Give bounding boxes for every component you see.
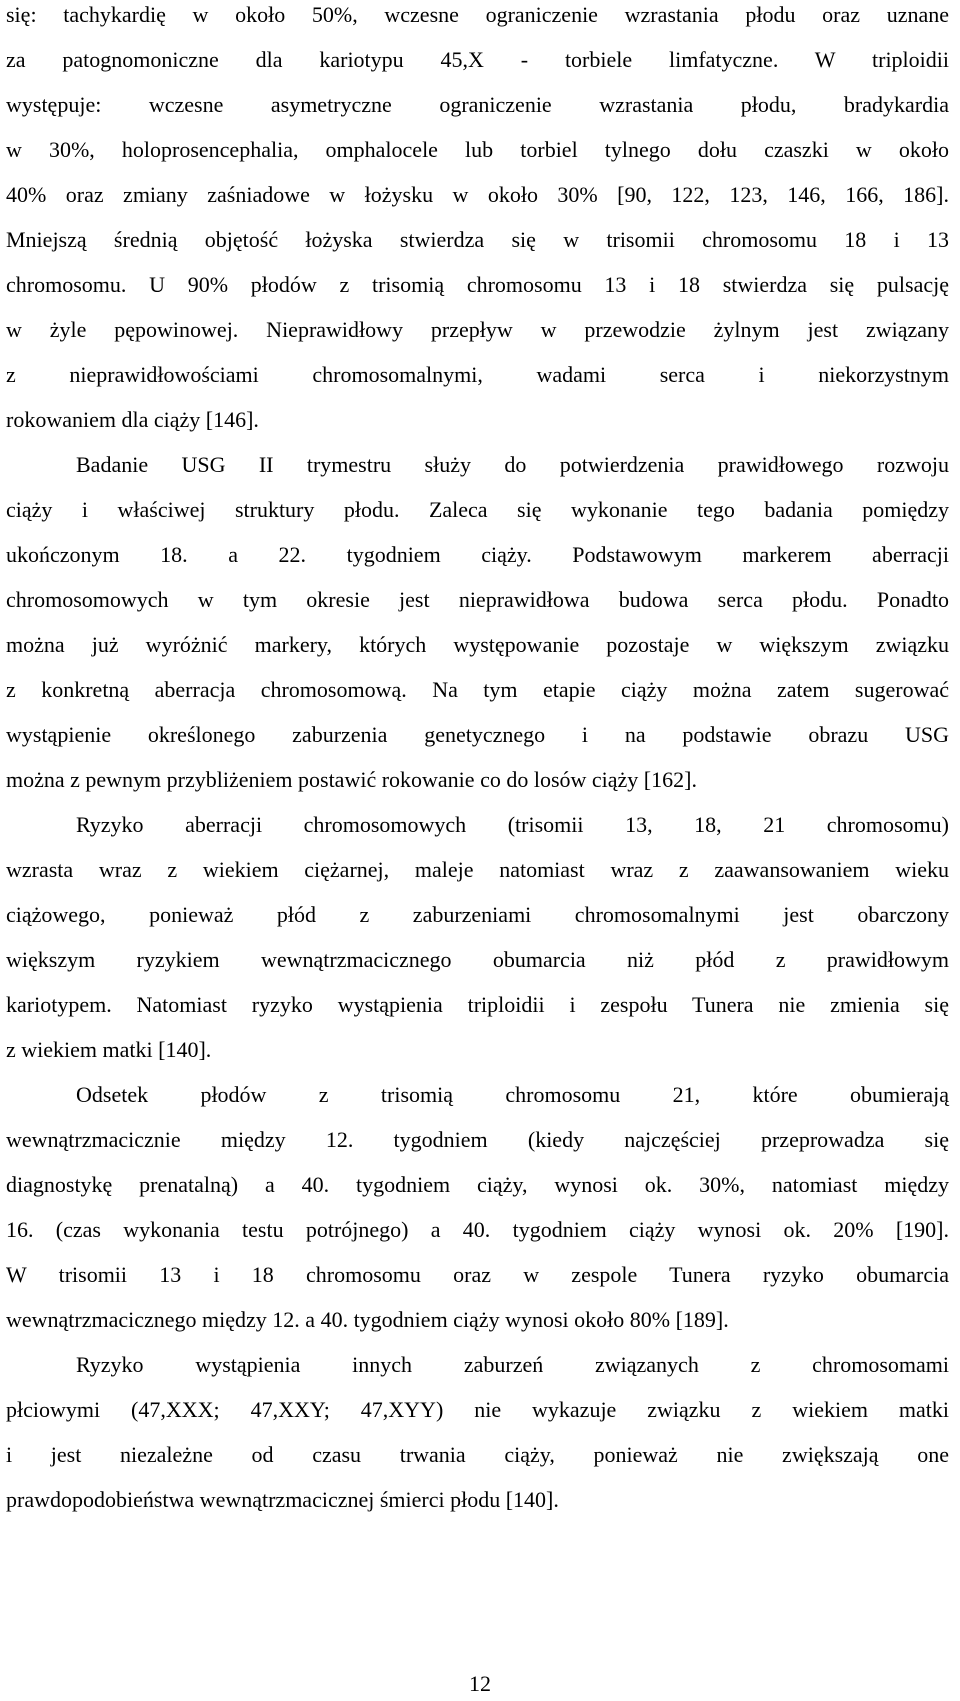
text-line: Mniejszą średnią objętość łożyska stwierdza się w trisomii chromosomu 18 i 13 xyxy=(6,227,949,252)
text-line: można już wyróżnić markery, których występowanie pozostaje w większym związku xyxy=(6,632,949,657)
text-line: wystąpienie określonego zaburzenia genetycznego i na podstawie obrazu USG xyxy=(6,722,949,747)
text-line: W trisomii 13 i 18 chromosomu oraz w zespole Tunera ryzyko obumarcia xyxy=(6,1262,949,1287)
text-line: Ryzyko aberracji chromosomowych (trisomii 13, 18, 21 chromosomu) xyxy=(76,812,949,837)
text-line: chromosomu. U 90% płodów z trisomią chromosomu 13 i 18 stwierdza się pulsację xyxy=(6,272,949,297)
text-line: 40% oraz zmiany zaśniadowe w łożysku w około 30% [90, 122, 123, 146, 166, 186]. xyxy=(6,182,949,207)
text-line: większym ryzykiem wewnątrzmacicznego obumarcia niż płód z prawidłowym xyxy=(6,947,949,972)
text-line: ciążowego, ponieważ płód z zaburzeniami chromosomalnymi jest obarczony xyxy=(6,902,949,927)
text-line: Ryzyko wystąpienia innych zaburzeń związanych z chromosomami xyxy=(76,1352,949,1377)
text-line: 16. (czas wykonania testu potrójnego) a 40. tygodniem ciąży wynosi ok. 20% [190]. xyxy=(6,1217,949,1242)
text-line: Badanie USG II trymestru służy do potwierdzenia prawidłowego rozwoju xyxy=(76,452,949,477)
text-line: diagnostykę prenatalną) a 40. tygodniem ciąży, wynosi ok. 30%, natomiast między xyxy=(6,1172,949,1197)
text-line: za patognomoniczne dla kariotypu 45,X - torbiele limfatyczne. W triploidii xyxy=(6,47,949,72)
text-line: i jest niezależne od czasu trwania ciąży, ponieważ nie zwiększają one xyxy=(6,1442,949,1467)
text-line: ciąży i właściwej struktury płodu. Zaleca się wykonanie tego badania pomiędzy xyxy=(6,497,949,522)
text-line: można z pewnym przybliżeniem postawić rokowanie co do losów ciąży [162]. xyxy=(6,767,697,792)
text-line: rokowaniem dla ciąży [146]. xyxy=(6,407,259,432)
text-line: w 30%, holoprosencephalia, omphalocele lub torbiel tylnego dołu czaszki w około xyxy=(6,137,949,162)
text-line: płciowymi (47,XXX; 47,XXY; 47,XYY) nie wykazuje związku z wiekiem matki xyxy=(6,1397,949,1422)
text-line: wewnątrzmacicznego między 12. a 40. tygodniem ciąży wynosi około 80% [189]. xyxy=(6,1307,729,1332)
text-line: chromosomowych w tym okresie jest nieprawidłowa budowa serca płodu. Ponadto xyxy=(6,587,949,612)
text-line: w żyle pępowinowej. Nieprawidłowy przepływ w przewodzie żylnym jest związany xyxy=(6,317,949,342)
text-line: Odsetek płodów z trisomią chromosomu 21, które obumierają xyxy=(76,1082,949,1107)
text-line: z konkretną aberracja chromosomową. Na tym etapie ciąży można zatem sugerować xyxy=(6,677,949,702)
text-line: ukończonym 18. a 22. tygodniem ciąży. Podstawowym markerem aberracji xyxy=(6,542,949,567)
text-line: występuje: wczesne asymetryczne ograniczenie wzrastania płodu, bradykardia xyxy=(6,92,949,117)
text-line: wzrasta wraz z wiekiem ciężarnej, maleje natomiast wraz z zaawansowaniem wieku xyxy=(6,857,949,882)
page-number: 12 xyxy=(469,1671,491,1696)
text-line: się: tachykardię w około 50%, wczesne ograniczenie wzrastania płodu oraz uznane xyxy=(6,2,949,27)
text-line: kariotypem. Natomiast ryzyko wystąpienia triploidii i zespołu Tunera nie zmienia się xyxy=(6,992,949,1017)
text-line: z nieprawidłowościami chromosomalnymi, wadami serca i niekorzystnym xyxy=(6,362,949,387)
text-line: prawdopodobieństwa wewnątrzmacicznej śmierci płodu [140]. xyxy=(6,1487,559,1512)
text-line: z wiekiem matki [140]. xyxy=(6,1037,212,1062)
text-line: wewnątrzmacicznie między 12. tygodniem (kiedy najczęściej przeprowadza się xyxy=(6,1127,949,1152)
